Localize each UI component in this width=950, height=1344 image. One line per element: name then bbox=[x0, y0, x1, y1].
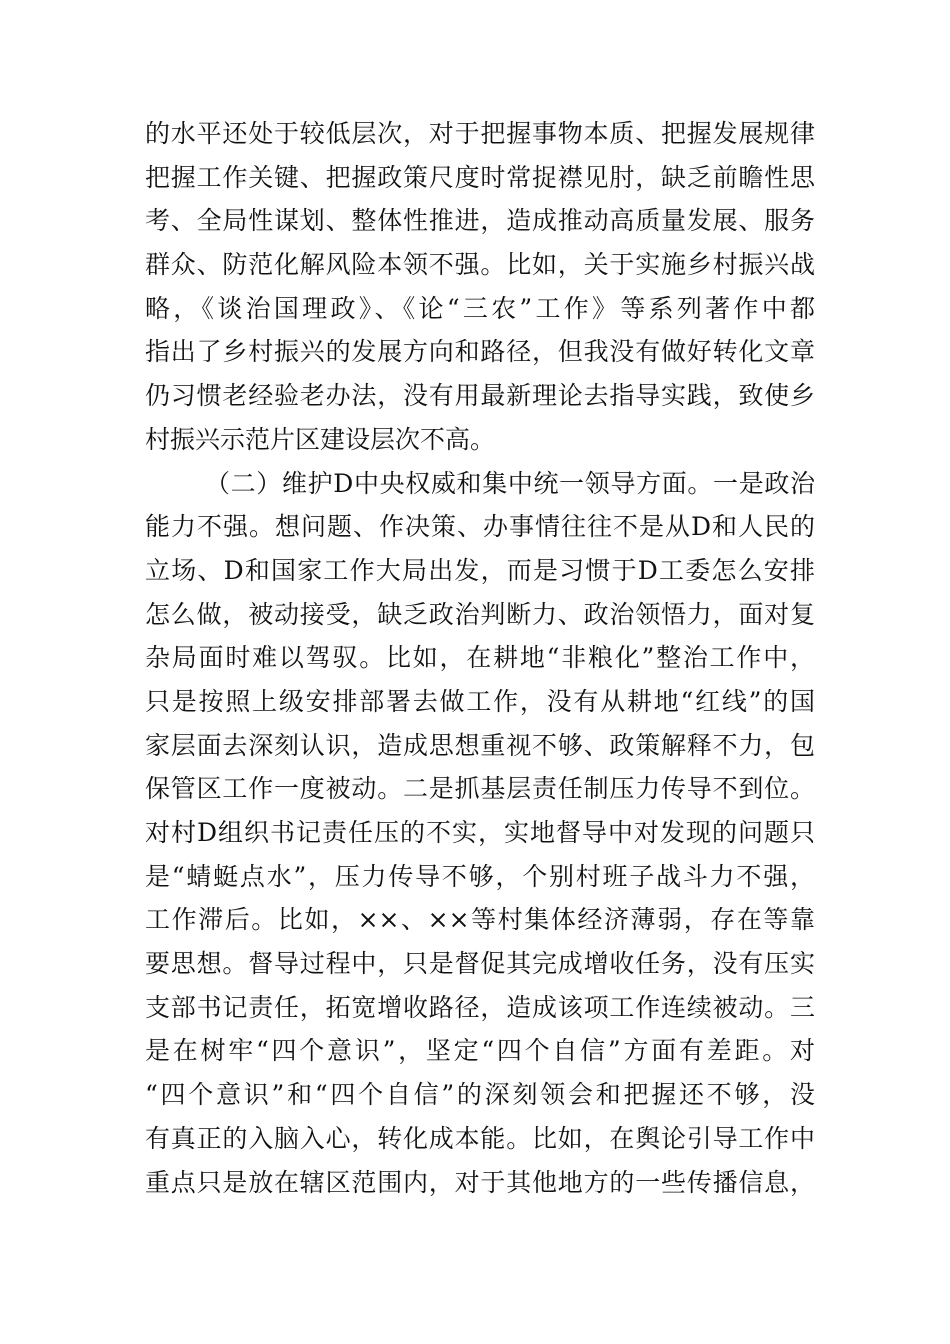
text-line: 保管区工作一度被动。二是抓基层责任制压力传导不到位。 bbox=[145, 774, 815, 804]
text-line: 重点只是放在辖区范围内，对于其他地方的一些传播信息， bbox=[145, 1167, 815, 1197]
text-line: 对村D组织书记责任压的不实，实地督导中对发现的问题只 bbox=[145, 818, 815, 847]
text-line: 的水平还处于较低层次，对于把握事物本质、把握发展规律 bbox=[145, 119, 815, 148]
text-line: 家层面去深刻认识，造成思想重视不够、政策解释不力，包 bbox=[145, 730, 815, 760]
text-line: “四个意识”和“四个自信”的深刻领会和把握还不够，没 bbox=[145, 1080, 815, 1110]
body-text bbox=[145, 112, 815, 1204]
text-line: 能力不强。想问题、作决策、办事情往往不是从D和人民的 bbox=[145, 512, 815, 542]
text-line: 指出了乡村振兴的发展方向和路径，但我没有做好转化文章 bbox=[145, 337, 815, 367]
text-line: 要思想。督导过程中，只是督促其完成增收任务，没有压实 bbox=[145, 949, 815, 979]
text-line: 是“蜻蜓点水”，压力传导不够，个别村班子战斗力不强， bbox=[145, 861, 815, 891]
text-line: 群众、防范化解风险本领不强。比如，关于实施乡村振兴战 bbox=[145, 250, 815, 280]
text-line: 考、全局性谋划、整体性推进，造成推动高质量发展、服务 bbox=[145, 206, 815, 236]
text-line: 把握工作关键、把握政策尺度时常捉襟见肘，缺乏前瞻性思 bbox=[145, 162, 815, 192]
text-line: 有真正的入脑入心，转化成本能。比如，在舆论引导工作中 bbox=[145, 1123, 815, 1153]
text-line: 怎么做，被动接受，缺乏政治判断力、政治领悟力，面对复 bbox=[145, 599, 815, 629]
text-line: 支部书记责任，拓宽增收路径，造成该项工作连续被动。三 bbox=[145, 992, 815, 1022]
text-line: 是在树牢“四个意识”，坚定“四个自信”方面有差距。对 bbox=[145, 1036, 815, 1066]
text-line: 工作滞后。比如，××、××等村集体经济薄弱，存在等靠 bbox=[145, 905, 815, 935]
text-line: 杂局面时难以驾驭。比如，在耕地“非粮化”整治工作中， bbox=[145, 643, 815, 673]
text-line: 只是按照上级安排部署去做工作，没有从耕地“红线”的国 bbox=[145, 686, 815, 716]
section-heading-line: （二）维护D中央权威和集中统一领导方面。一是政治 bbox=[205, 468, 815, 498]
text-line: 立场、D和国家工作大局出发，而是习惯于D工委怎么安排 bbox=[145, 555, 815, 585]
text-line: 村振兴示范片区建设层次不高。 bbox=[145, 424, 496, 454]
text-line: 略，《谈治国理政》、《论“三农”工作》等系列著作中都 bbox=[145, 293, 815, 323]
text-line: 仍习惯老经验老办法，没有用最新理论去指导实践，致使乡 bbox=[145, 381, 815, 411]
